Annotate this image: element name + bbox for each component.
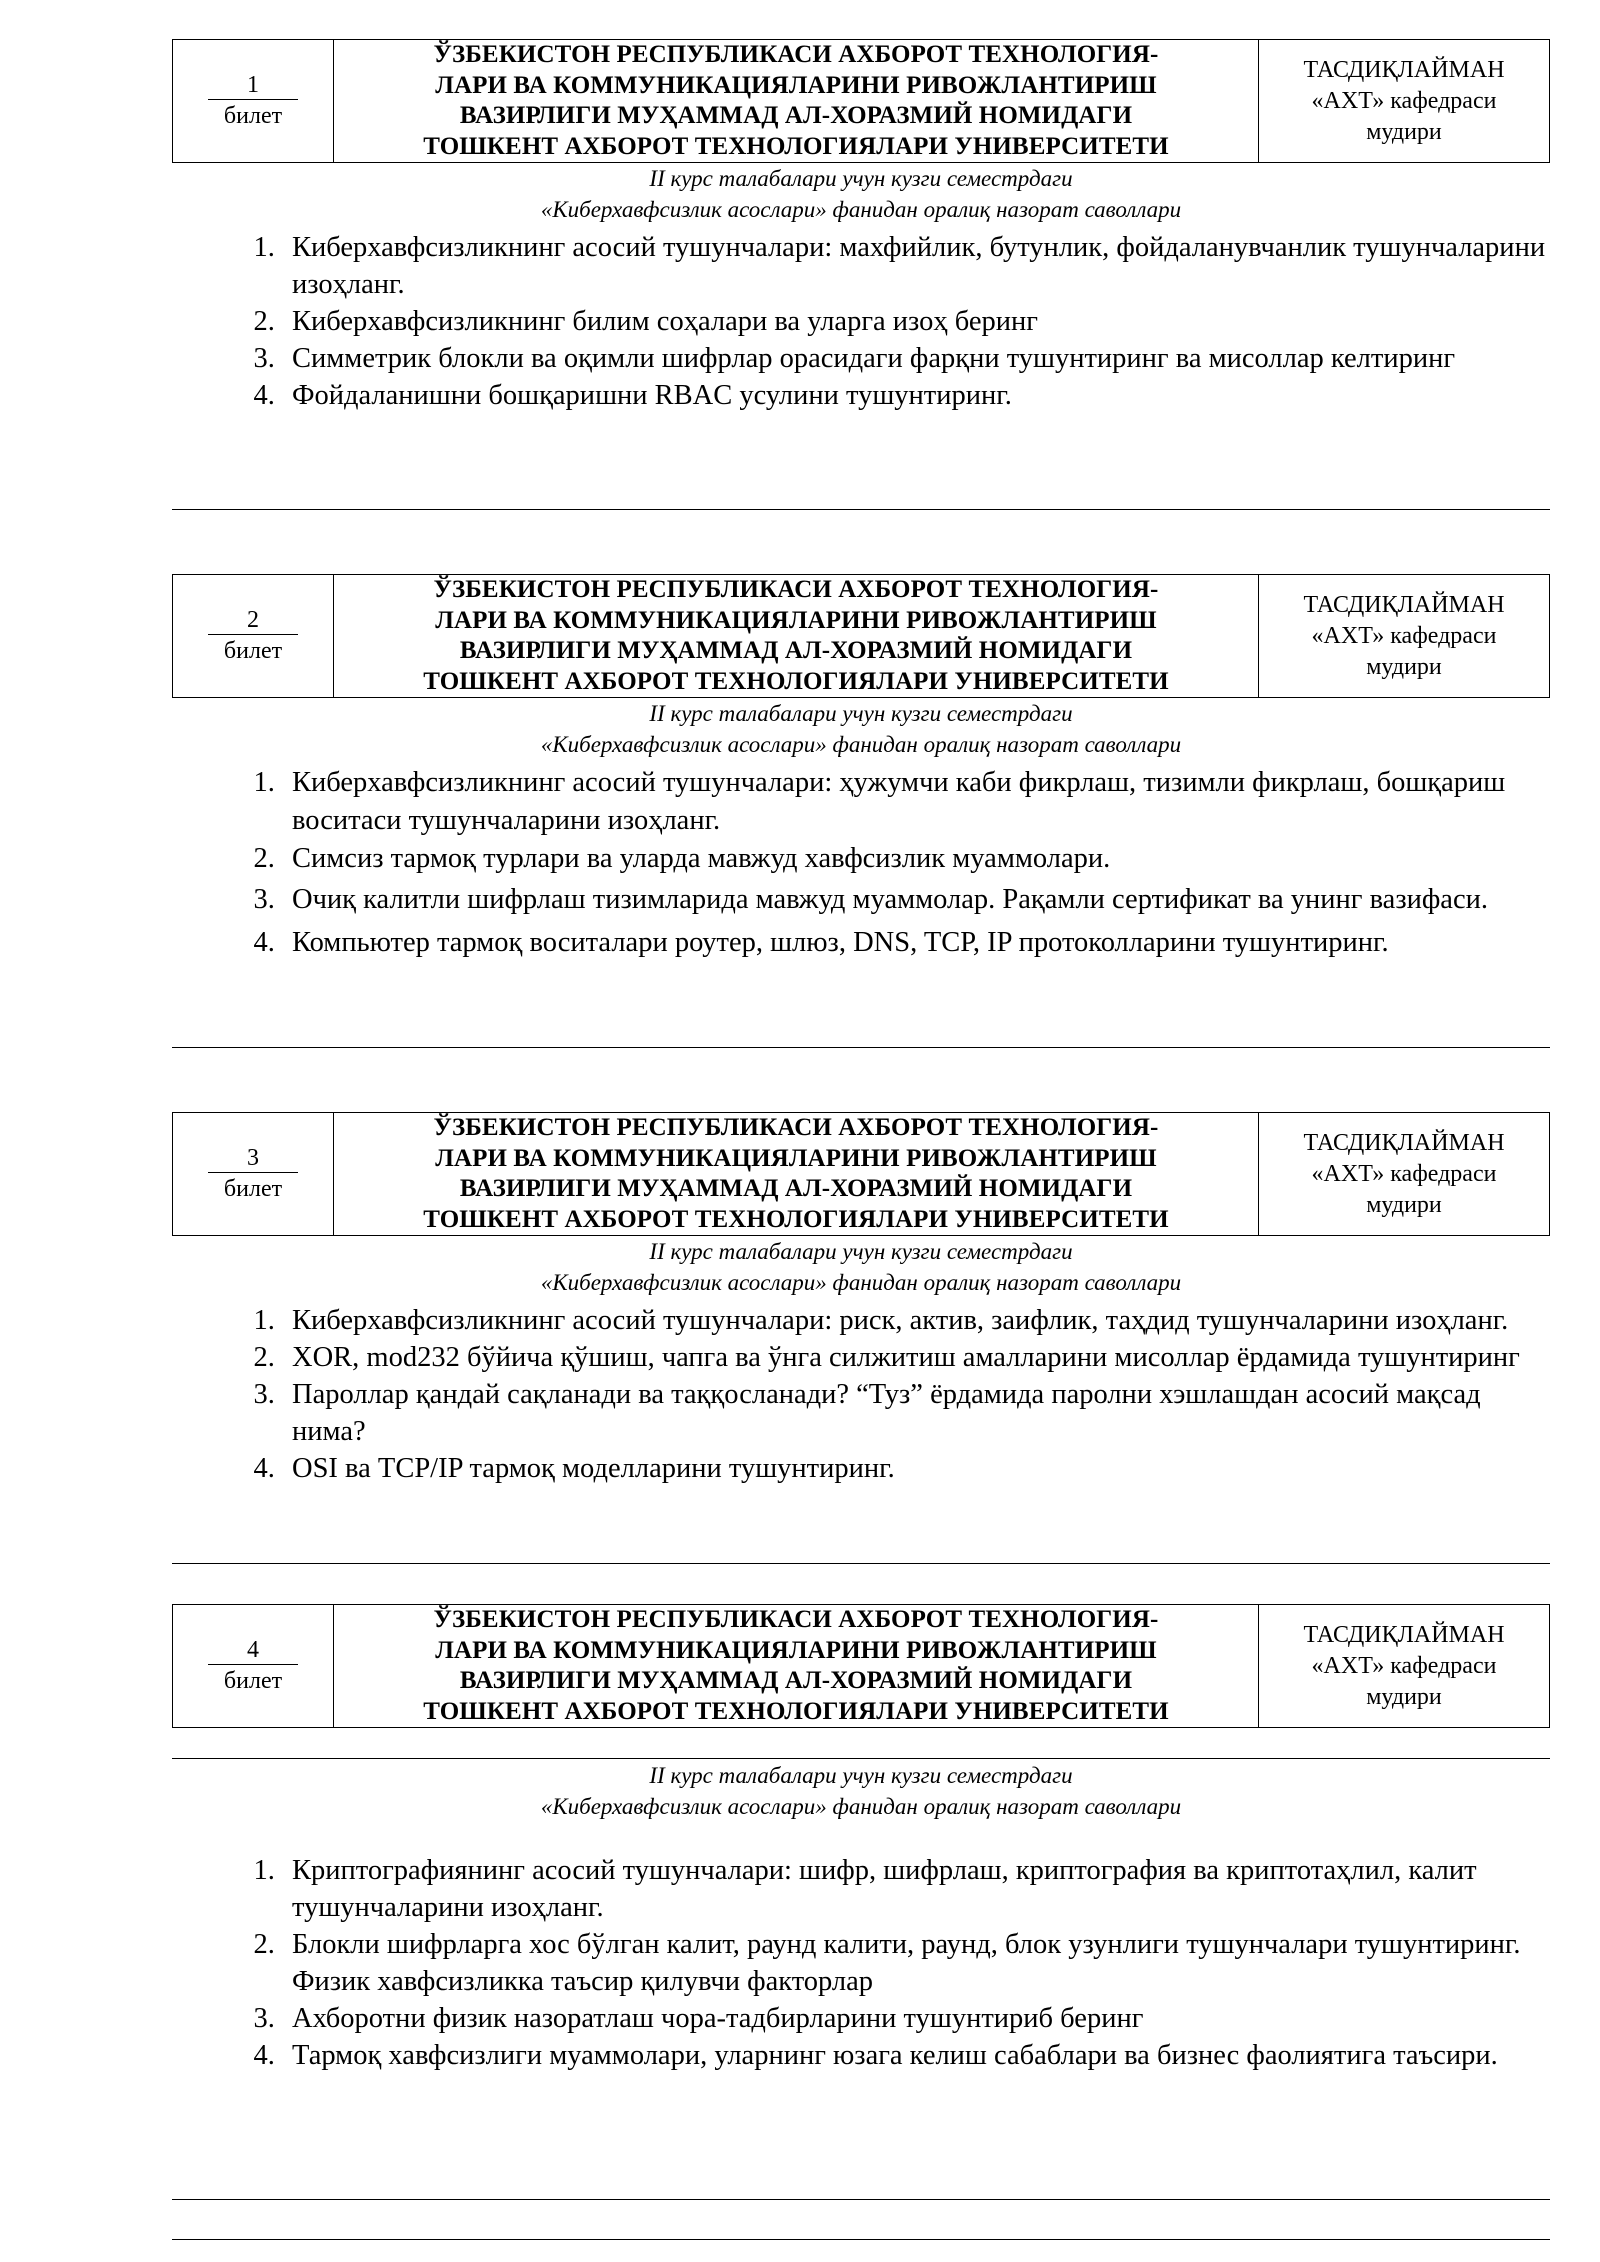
question-list <box>172 1852 1550 2074</box>
institution-line-1: ЎЗБЕКИСТОН РЕСПУБЛИКАСИ АХБОРОТ ТЕХНОЛОГИЯ- <box>433 1114 1159 1141</box>
question-3: 3. Очиқ калитли шифрлаш тизимларида мавжуд муаммолар. Рақамли сертификат ва унинг вазифаси. <box>282 878 1550 921</box>
ticket-number: 4 <box>208 1636 298 1665</box>
separator-line <box>172 2199 1550 2200</box>
institution-line-3: ВАЗИРЛИГИ МУҲАММАД АЛ-ХОРАЗМИЙ НОМИДАГИ <box>459 1667 1133 1694</box>
institution-name <box>334 575 1259 698</box>
question-4: 4. Фойдаланишни бошқаришни RBAC усулини тушунтиринг. <box>282 377 1550 414</box>
approval-line-3: мудири <box>1366 1683 1442 1710</box>
ticket-number-cell <box>173 575 334 698</box>
question-2: 2. Блокли шифрларга хос бўлган калит, раунд калити, раунд, блок узунлиги тушунчалари тушунтиринг. Физик хавфсизликка таъсир қилувчи факторлар <box>282 1926 1550 2000</box>
ticket-header-table <box>172 39 1550 163</box>
subtitle-course: II курс талабалари учун кузги семестрдаги <box>649 1763 1073 1788</box>
separator-line <box>172 1563 1550 1564</box>
ticket-word: билет <box>223 1176 283 1202</box>
question-1: 1. Киберхавфсизликнинг асосий тушунчалари: махфийлик, бутунлик, фойдаланувчанлик тушунчаларини изоҳланг. <box>282 229 1550 303</box>
ticket-word: билет <box>223 103 283 129</box>
question-4: 4. Тармоқ хавфсизлиги муаммолари, уларнинг юзага келиш сабаблари ва бизнес фаолиятига таъсири. <box>282 2037 1550 2074</box>
ticket-number-cell <box>173 40 334 163</box>
institution-line-4: ТОШКЕНТ АХБОРОТ ТЕХНОЛОГИЯЛАРИ УНИВЕРСИТЕТИ <box>423 132 1169 160</box>
approval-line-1: ТАСДИҚЛАЙМАН <box>1303 56 1505 83</box>
question-list <box>172 764 1550 964</box>
institution-line-4: ТОШКЕНТ АХБОРОТ ТЕХНОЛОГИЯЛАРИ УНИВЕРСИТЕТИ <box>423 1697 1169 1725</box>
ticket-1 <box>172 39 1550 414</box>
approval-cell <box>1259 1113 1550 1236</box>
ticket-header-table <box>172 1112 1550 1236</box>
approval-line-2: «АХТ» кафедраси <box>1311 1160 1497 1187</box>
question-3: 3. Пароллар қандай сақланади ва таққосланади? “Туз” ёрдамида паролни хэшлашдан асосий мақсад нима? <box>282 1376 1550 1450</box>
approval-line-2: «АХТ» кафедраси <box>1311 622 1497 649</box>
separator-line <box>172 2239 1550 2240</box>
ticket-header-table <box>172 1604 1550 1728</box>
institution-line-2: ЛАРИ ВА КОММУНИКАЦИЯЛАРИНИ РИВОЖЛАНТИРИШ <box>435 1144 1157 1172</box>
question-1: 1. Киберхавфсизликнинг асосий тушунчалари: ҳужумчи каби фикрлаш, тизимли фикрлаш, бошқариш воситаси тушунчаларини изоҳланг. <box>282 764 1550 840</box>
subtitle-subject: «Киберхавфсизлик асослари» фанидан оралиқ назорат саволлари <box>540 197 1182 222</box>
question-2: 2. XOR, mod232 бўйича қўшиш, чапга ва ўнга силжитиш амалларини мисоллар ёрдамида тушунтиринг <box>282 1339 1550 1376</box>
ticket-3 <box>172 1112 1550 1487</box>
approval-line-2: «АХТ» кафедраси <box>1311 87 1497 114</box>
question-4: 4. OSI ва TCP/IP тармоқ моделларини тушунтиринг. <box>282 1450 1550 1487</box>
question-list <box>172 229 1550 414</box>
approval-line-1: ТАСДИҚЛАЙМАН <box>1303 1621 1505 1648</box>
approval-line-3: мудири <box>1366 118 1442 145</box>
subtitle-subject: «Киберхавфсизлик асослари» фанидан оралиқ назорат саволлари <box>540 732 1182 757</box>
institution-line-2: ЛАРИ ВА КОММУНИКАЦИЯЛАРИНИ РИВОЖЛАНТИРИШ <box>435 1636 1157 1664</box>
institution-line-2: ЛАРИ ВА КОММУНИКАЦИЯЛАРИНИ РИВОЖЛАНТИРИШ <box>435 606 1157 634</box>
institution-name <box>334 1113 1259 1236</box>
question-4: 4. Компьютер тармоқ воситалари роутер, шлюз, DNS, TCP, IP протоколларини тушунтиринг. <box>282 921 1550 964</box>
institution-line-3: ВАЗИРЛИГИ МУҲАММАД АЛ-ХОРАЗМИЙ НОМИДАГИ <box>459 102 1133 129</box>
institution-line-3: ВАЗИРЛИГИ МУҲАММАД АЛ-ХОРАЗМИЙ НОМИДАГИ <box>459 637 1133 664</box>
institution-name <box>334 1605 1259 1728</box>
separator-line <box>172 1047 1550 1048</box>
approval-line-3: мудири <box>1366 1191 1442 1218</box>
approval-line-2: «АХТ» кафедраси <box>1311 1652 1497 1679</box>
question-list <box>172 1302 1550 1487</box>
institution-line-3: ВАЗИРЛИГИ МУҲАММАД АЛ-ХОРАЗМИЙ НОМИДАГИ <box>459 1175 1133 1202</box>
institution-line-1: ЎЗБЕКИСТОН РЕСПУБЛИКАСИ АХБОРОТ ТЕХНОЛОГИЯ- <box>433 1606 1159 1633</box>
ticket-2 <box>172 574 1550 964</box>
subtitle-course: II курс талабалари учун кузги семестрдаги <box>649 1239 1073 1264</box>
approval-cell <box>1259 40 1550 163</box>
approval-cell <box>1259 575 1550 698</box>
separator-line <box>172 509 1550 510</box>
header-underline <box>172 1728 1550 1759</box>
question-1: 1. Криптографиянинг асосий тушунчалари: шифр, шифрлаш, криптография ва криптотаҳлил, калит тушунчаларини изоҳланг. <box>282 1852 1550 1926</box>
ticket-word: билет <box>223 1668 283 1694</box>
ticket-number-cell <box>173 1605 334 1728</box>
approval-cell <box>1259 1605 1550 1728</box>
subtitle-subject: «Киберхавфсизлик асослари» фанидан оралиқ назорат саволлари <box>540 1270 1182 1295</box>
institution-line-2: ЛАРИ ВА КОММУНИКАЦИЯЛАРИНИ РИВОЖЛАНТИРИШ <box>435 71 1157 99</box>
question-3: 3. Симметрик блокли ва оқимли шифрлар орасидаги фарқни тушунтиринг ва мисоллар келтиринг <box>282 340 1550 377</box>
institution-line-1: ЎЗБЕКИСТОН РЕСПУБЛИКАСИ АХБОРОТ ТЕХНОЛОГИЯ- <box>433 41 1159 68</box>
subtitle-course: II курс талабалари учун кузги семестрдаги <box>649 166 1073 191</box>
ticket-number: 3 <box>208 1144 298 1173</box>
question-2: 2. Симсиз тармоқ турлари ва уларда мавжуд хавфсизлик муаммолари. <box>282 840 1550 878</box>
ticket-number: 1 <box>208 71 298 100</box>
subtitle-course: II курс талабалари учун кузги семестрдаги <box>649 701 1073 726</box>
ticket-4 <box>172 1604 1550 2074</box>
ticket-number: 2 <box>208 606 298 635</box>
ticket-number-cell <box>173 1113 334 1236</box>
approval-line-3: мудири <box>1366 653 1442 680</box>
approval-line-1: ТАСДИҚЛАЙМАН <box>1303 1129 1505 1156</box>
question-1: 1. Киберхавфсизликнинг асосий тушунчалари: риск, актив, заифлик, таҳдид тушунчаларини изоҳланг. <box>282 1302 1550 1339</box>
approval-line-1: ТАСДИҚЛАЙМАН <box>1303 591 1505 618</box>
ticket-word: билет <box>223 638 283 664</box>
institution-line-4: ТОШКЕНТ АХБОРОТ ТЕХНОЛОГИЯЛАРИ УНИВЕРСИТЕТИ <box>423 1205 1169 1233</box>
question-3: 3. Ахборотни физик назоратлаш чора-тадбирларини тушунтириб беринг <box>282 2000 1550 2037</box>
question-2: 2. Киберхавфсизликнинг билим соҳалари ва уларга изоҳ беринг <box>282 303 1550 340</box>
subtitle-subject: «Киберхавфсизлик асослари» фанидан оралиқ назорат саволлари <box>540 1794 1182 1819</box>
institution-name <box>334 40 1259 163</box>
ticket-header-table <box>172 574 1550 698</box>
institution-line-1: ЎЗБЕКИСТОН РЕСПУБЛИКАСИ АХБОРОТ ТЕХНОЛОГИЯ- <box>433 576 1159 603</box>
institution-line-4: ТОШКЕНТ АХБОРОТ ТЕХНОЛОГИЯЛАРИ УНИВЕРСИТЕТИ <box>423 667 1169 695</box>
